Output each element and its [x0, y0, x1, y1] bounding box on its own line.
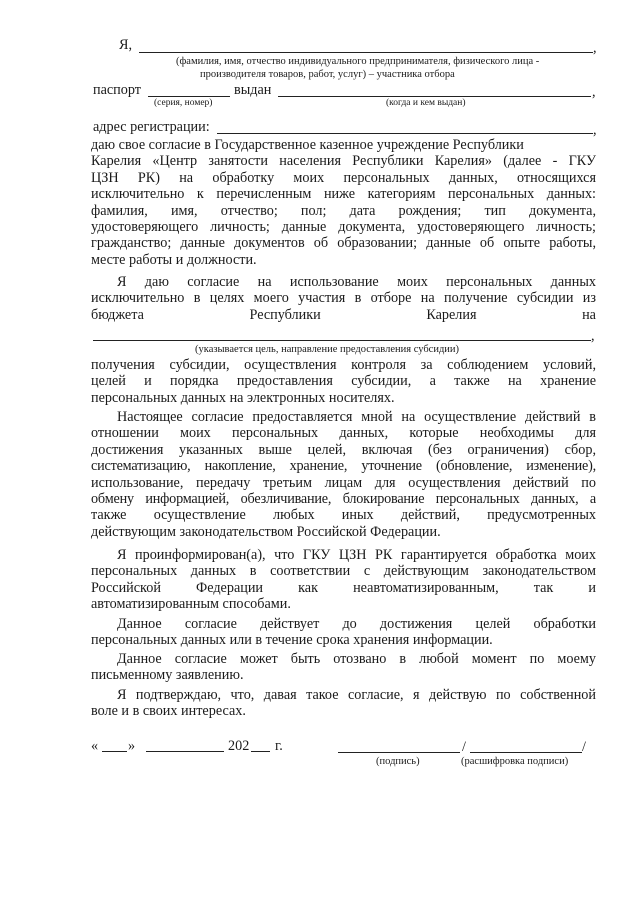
text-line: гражданство; данные документов об образовании; данные об опыте работы,: [91, 235, 596, 252]
address-label: адрес регистрации:: [93, 119, 210, 135]
series-caption: (серия, номер): [154, 98, 213, 108]
year-prefix: 202: [228, 738, 250, 754]
fullname-line: [139, 52, 593, 53]
signature-line: [338, 752, 460, 753]
signature-caption: (подпись): [376, 756, 420, 767]
comma: ,: [591, 328, 595, 344]
paragraph-actions: [91, 409, 596, 540]
month-line: [146, 751, 224, 752]
slash: /: [582, 739, 586, 755]
fullname-caption-1: (фамилия, имя, отчество индивидуального предпринимателя, физического лица -: [176, 56, 540, 67]
text-line: Данное согласие действует до достижения целей обработки: [117, 616, 596, 632]
paragraph-confirm: [91, 687, 596, 720]
passport-series-line: [148, 96, 230, 97]
text-line: действующим законодательством Российской Федерации.: [91, 523, 441, 540]
text-line: также осуществление любых иных действий, предусмотренных: [91, 507, 596, 524]
text-line: удостоверяющего личность; данные документа, удостоверяющего личность;: [91, 219, 596, 236]
address-line: [217, 133, 593, 134]
paragraph-purpose: [91, 274, 596, 323]
text-line: персональных данных в соответствии с действующим законодательством: [91, 563, 596, 580]
year-suffix: г.: [275, 738, 283, 754]
text-line: обмену информацией, обезличивание, блокирование персональных данных, а: [91, 491, 596, 508]
spread-line: бюджета Республики Карелия на: [91, 306, 596, 323]
text-line: персональных данных или в течение срока хранения информации.: [91, 632, 493, 649]
text-line: систематизацию, накопление, хранение, уточнение (обновление, изменение),: [91, 458, 596, 475]
issued-label: выдан: [234, 82, 272, 98]
purpose-line: [93, 340, 591, 341]
comma: ,: [593, 122, 597, 138]
slash: /: [462, 739, 466, 755]
purpose-caption: (указывается цель, направление предоставления субсидии): [195, 344, 460, 355]
issued-by-line: [278, 96, 591, 97]
fullname-caption-2: производителя товаров, работ, услуг) – участника отбора: [200, 69, 455, 80]
text-line: исключительно к перечисленным ниже категориям персональных данных:: [91, 186, 596, 203]
decoding-caption: (расшифровка подписи): [461, 756, 569, 767]
text-line: Я проинформирован(а), что ГКУ ЦЗН РК гарантируется обработка моих: [117, 547, 596, 563]
comma: ,: [592, 84, 596, 100]
paragraph-validity: [91, 616, 596, 649]
paragraph-purpose-cont: [91, 357, 596, 406]
text-line: ЦЗН РК) на обработку моих персональных данных, относящихся: [91, 169, 596, 186]
text-line: автоматизированным способами.: [91, 596, 291, 613]
text-line: достижения указанных выше целей, включая (без ограничения) сбор,: [91, 441, 596, 458]
passport-label: паспорт: [93, 82, 141, 98]
comma: ,: [593, 40, 597, 56]
issued-caption: (когда и кем выдан): [386, 98, 466, 108]
paragraph-consent: [91, 137, 596, 268]
text-line: месте работы и должности.: [91, 251, 257, 268]
text-line: Данное согласие может быть отозвано в любой момент по моему: [117, 651, 596, 667]
text-line: Я подтверждаю, что, давая такое согласие, я действую по собственной: [117, 687, 596, 703]
paragraph-informed: [91, 547, 596, 613]
text-line: исключительно в целях моего участия в отборе на получение субсидии из: [91, 290, 596, 307]
day-line: [102, 751, 127, 752]
text-line: даю свое согласие в Государственное казенное учреждение Республики: [91, 137, 524, 153]
text-line: фамилия, имя, отчество; пол; дата рождения; тип документа,: [91, 202, 596, 219]
date-open-quote: «: [91, 738, 99, 754]
text-line: Настоящее согласие предоставляется мной на осуществление действий в: [117, 409, 596, 425]
decoding-line: [470, 752, 582, 753]
text-line: Я даю согласие на использование моих персональных данных: [117, 274, 596, 290]
year-line: [251, 751, 270, 752]
i-label: Я,: [119, 37, 133, 53]
text-line: Карелия «Центр занятости населения Республики Карелия» (далее - ГКУ: [91, 153, 596, 170]
text-line: получения субсидии, осуществления контроля за соблюдением условий,: [91, 357, 596, 373]
text-line: Российской Федерации как неавтоматизированным, так и: [91, 579, 596, 596]
text-line: письменному заявлению.: [91, 667, 244, 684]
text-line: персональных данных на электронных носителях.: [91, 389, 395, 406]
text-line: воле и в своих интересах.: [91, 703, 246, 720]
text-line: использование, передачу третьим лицам для осуществления действий по: [91, 474, 596, 491]
paragraph-revoke: [91, 651, 596, 684]
text-line: целей и порядка предоставления субсидии, а также на хранение: [91, 373, 596, 390]
text-line: отношении моих персональных данных, которые необходимы для: [91, 425, 596, 442]
date-close-quote: »: [128, 738, 136, 754]
